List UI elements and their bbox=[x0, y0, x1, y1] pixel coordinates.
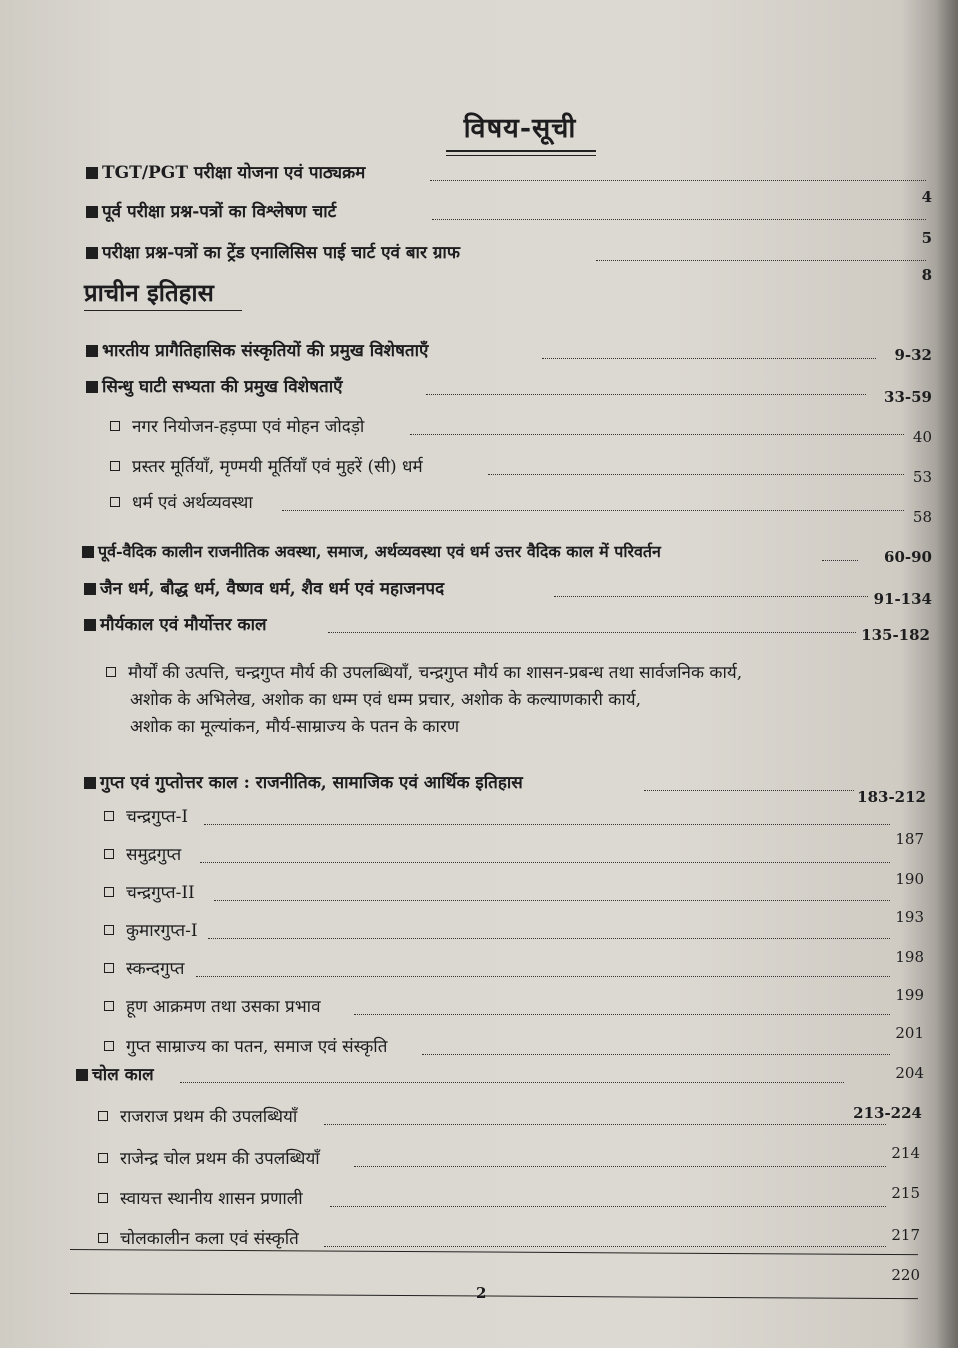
footer-rule bbox=[70, 1293, 918, 1299]
toc-entry-label: चन्द्रगुप्त-I bbox=[126, 807, 189, 827]
toc-entry-label: चन्द्रगुप्त-II bbox=[126, 883, 195, 903]
toc-entry-label: चोलकालीन कला एवं संस्कृति bbox=[120, 1229, 299, 1249]
bullet-open-square-icon bbox=[98, 1111, 108, 1121]
toc-entry-label: चोल काल bbox=[92, 1065, 154, 1085]
toc-entry-page: 53 bbox=[912, 468, 932, 486]
toc-entry-label: गुप्त साम्राज्य का पतन, समाज एवं संस्कृति bbox=[126, 1037, 388, 1057]
toc-entry-label: हूण आक्रमण तथा उसका प्रभाव bbox=[126, 997, 321, 1017]
leader-dots bbox=[196, 976, 890, 977]
leader-dots bbox=[430, 180, 926, 181]
toc-entry bbox=[86, 199, 932, 247]
subtopic-line: मौर्यों की उत्पत्ति, चन्द्रगुप्त मौर्य की उपलब्धियाँ, चन्द्रगुप्त मौर्य का शासन-प्रबन्ध तथा सार्वजनिक कार्य, bbox=[128, 663, 743, 683]
bullet-open-square-icon bbox=[98, 1233, 108, 1243]
toc-subentry bbox=[110, 414, 932, 446]
toc-entry-page: 9-32 bbox=[894, 346, 932, 364]
toc-entry bbox=[86, 338, 932, 364]
bullet-square-icon bbox=[84, 583, 96, 595]
toc-entry-page: 199 bbox=[895, 986, 924, 1004]
toc-entry-page: 215 bbox=[891, 1184, 920, 1202]
toc-entry-label: समुद्रगुप्त bbox=[126, 845, 182, 865]
toc-entry-label: गुप्त एवं गुप्तोत्तर काल : राजनीतिक, सामाजिक एवं आर्थिक इतिहास bbox=[100, 773, 523, 793]
toc-entry-page: 198 bbox=[895, 948, 924, 966]
toc-entry-label: कुमारगुप्त-I bbox=[126, 921, 198, 941]
toc-entry-page: 183-212 bbox=[857, 788, 926, 806]
toc-entry-label: TGT/PGT परीक्षा योजना एवं पाठ्यक्रम bbox=[102, 163, 366, 183]
bullet-open-square-icon bbox=[104, 811, 114, 821]
bullet-square-icon bbox=[86, 247, 98, 259]
leader-dots bbox=[204, 824, 890, 825]
toc-subentry bbox=[104, 804, 924, 848]
bullet-square-icon bbox=[86, 381, 98, 393]
toc-entry-page: 213-224 bbox=[853, 1104, 922, 1122]
toc-entry-page: 58 bbox=[912, 508, 932, 526]
toc-entry-label: राजराज प्रथम की उपलब्धियाँ bbox=[120, 1107, 298, 1127]
subtopic-line: अशोक के अभिलेख, अशोक का धम्म एवं धम्म प्रचार, अशोक के कल्याणकारी कार्य, bbox=[130, 690, 642, 710]
bullet-open-square-icon bbox=[110, 497, 120, 507]
toc-entry-label: स्कन्दगुप्त bbox=[126, 959, 185, 979]
bullet-open-square-icon bbox=[104, 1041, 114, 1051]
toc-entry-page: 193 bbox=[895, 908, 924, 926]
toc-entry-label: प्रस्तर मूर्तियाँ, मृण्मयी मूर्तियाँ एवं मुहरें (सी) धर्म bbox=[132, 457, 423, 477]
toc-entry-page: 33-59 bbox=[884, 388, 932, 406]
bullet-open-square-icon bbox=[98, 1153, 108, 1163]
section-underline bbox=[84, 310, 242, 311]
toc-entry-label: मौर्यकाल एवं मौर्योत्तर काल bbox=[100, 615, 267, 635]
bullet-open-square-icon bbox=[104, 1001, 114, 1011]
leader-dots bbox=[542, 358, 876, 359]
toc-subentry bbox=[104, 994, 924, 1042]
toc-entry-page: 4 bbox=[921, 188, 932, 206]
toc-entry-page: 220 bbox=[891, 1266, 920, 1284]
leader-dots bbox=[324, 1246, 886, 1247]
leader-dots bbox=[354, 1014, 890, 1015]
bullet-square-icon bbox=[86, 206, 98, 218]
toc-entry-label: राजेन्द्र चोल प्रथम की उपलब्धियाँ bbox=[120, 1149, 320, 1169]
leader-dots bbox=[200, 862, 890, 863]
bullet-open-square-icon bbox=[104, 849, 114, 859]
toc-entry bbox=[82, 540, 932, 566]
leader-dots bbox=[426, 394, 866, 395]
toc-entry-page: 204 bbox=[895, 1064, 924, 1082]
bullet-open-square-icon bbox=[106, 667, 116, 677]
page-title: विषय-सूची bbox=[463, 113, 577, 144]
page-edge-shadow bbox=[936, 0, 958, 1348]
toc-entry bbox=[84, 770, 926, 806]
toc-subentry bbox=[98, 1226, 920, 1284]
toc-entry-page: 217 bbox=[891, 1226, 920, 1244]
toc-entry-page: 135-182 bbox=[861, 626, 930, 644]
leader-dots bbox=[180, 1082, 844, 1083]
leader-dots bbox=[328, 632, 856, 633]
leader-dots bbox=[822, 560, 858, 561]
toc-entry bbox=[84, 612, 930, 644]
leader-dots bbox=[554, 596, 868, 597]
bullet-open-square-icon bbox=[104, 925, 114, 935]
leader-dots bbox=[410, 434, 904, 435]
leader-dots bbox=[596, 260, 926, 261]
bullet-open-square-icon bbox=[98, 1193, 108, 1203]
toc-entry-page: 190 bbox=[895, 870, 924, 888]
toc-entry-page: 214 bbox=[891, 1144, 920, 1162]
toc-entry-label: स्वायत्त स्थानीय शासन प्रणाली bbox=[120, 1189, 303, 1209]
toc-entry-label: परीक्षा प्रश्न-पत्रों का ट्रेंड एनालिसिस पाई चार्ट एवं बार ग्राफ bbox=[102, 243, 460, 263]
bullet-square-icon bbox=[86, 167, 98, 179]
bullet-open-square-icon bbox=[110, 461, 120, 471]
toc-entry-label: धर्म एवं अर्थव्यवस्था bbox=[132, 493, 253, 513]
bullet-open-square-icon bbox=[104, 887, 114, 897]
bullet-open-square-icon bbox=[104, 963, 114, 973]
maurya-subtopics bbox=[106, 660, 886, 741]
bullet-square-icon bbox=[84, 777, 96, 789]
bullet-square-icon bbox=[84, 619, 96, 631]
leader-dots bbox=[324, 1124, 886, 1125]
toc-entry-page: 60-90 bbox=[884, 548, 932, 566]
toc-entry-page: 91-134 bbox=[873, 590, 932, 608]
toc-subentry bbox=[110, 490, 932, 526]
toc-entry-label: सिन्धु घाटी सभ्यता की प्रमुख विशेषताएँ bbox=[102, 377, 343, 397]
leader-dots bbox=[214, 900, 890, 901]
title-underline bbox=[446, 150, 596, 156]
bullet-square-icon bbox=[82, 546, 94, 558]
toc-entry-page: 5 bbox=[921, 229, 932, 247]
toc-subentry bbox=[104, 842, 924, 888]
bullet-square-icon bbox=[86, 345, 98, 357]
toc-entry-page: 187 bbox=[895, 830, 924, 848]
leader-dots bbox=[330, 1206, 886, 1207]
leader-dots bbox=[208, 938, 890, 939]
toc-entry-label: नगर नियोजन-हड़प्पा एवं मोहन जोदड़ो bbox=[132, 417, 365, 437]
bullet-square-icon bbox=[76, 1069, 88, 1081]
toc-entry bbox=[84, 576, 932, 608]
section-heading: प्राचीन इतिहास bbox=[84, 278, 214, 307]
leader-dots bbox=[488, 474, 904, 475]
bullet-open-square-icon bbox=[110, 421, 120, 431]
toc-entry-page: 8 bbox=[921, 266, 932, 284]
toc-entry-page: 201 bbox=[895, 1024, 924, 1042]
toc-entry bbox=[86, 240, 932, 284]
toc-entry-label: पूर्व-वैदिक कालीन राजनीतिक अवस्था, समाज, अर्थव्यवस्था एवं धर्म उत्तर वैदिक काल में परिवर्तन bbox=[98, 542, 661, 561]
toc-entry-page: 40 bbox=[912, 428, 932, 446]
leader-dots bbox=[644, 790, 854, 791]
toc-subentry bbox=[104, 880, 924, 926]
toc-subentry bbox=[110, 454, 932, 486]
leader-dots bbox=[354, 1166, 886, 1167]
toc-entry-label: जैन धर्म, बौद्ध धर्म, वैष्णव धर्म, शैव धर्म एवं महाजनपद bbox=[100, 579, 445, 599]
toc-subentry bbox=[104, 918, 924, 966]
toc-entry-label: भारतीय प्रागैतिहासिक संस्कृतियों की प्रमुख विशेषताएँ bbox=[102, 341, 429, 361]
subtopic-line: अशोक का मूल्यांकन, मौर्य-साम्राज्य के पतन के कारण bbox=[130, 717, 460, 737]
toc-subentry bbox=[104, 956, 924, 1004]
toc-entry bbox=[86, 160, 932, 206]
leader-dots bbox=[422, 1054, 890, 1055]
leader-dots bbox=[432, 219, 926, 220]
toc-entry-label: पूर्व परीक्षा प्रश्न-पत्रों का विश्लेषण चार्ट bbox=[102, 202, 337, 222]
leader-dots bbox=[282, 510, 904, 511]
page-number: 2 bbox=[476, 1284, 487, 1302]
toc-entry bbox=[86, 374, 932, 406]
